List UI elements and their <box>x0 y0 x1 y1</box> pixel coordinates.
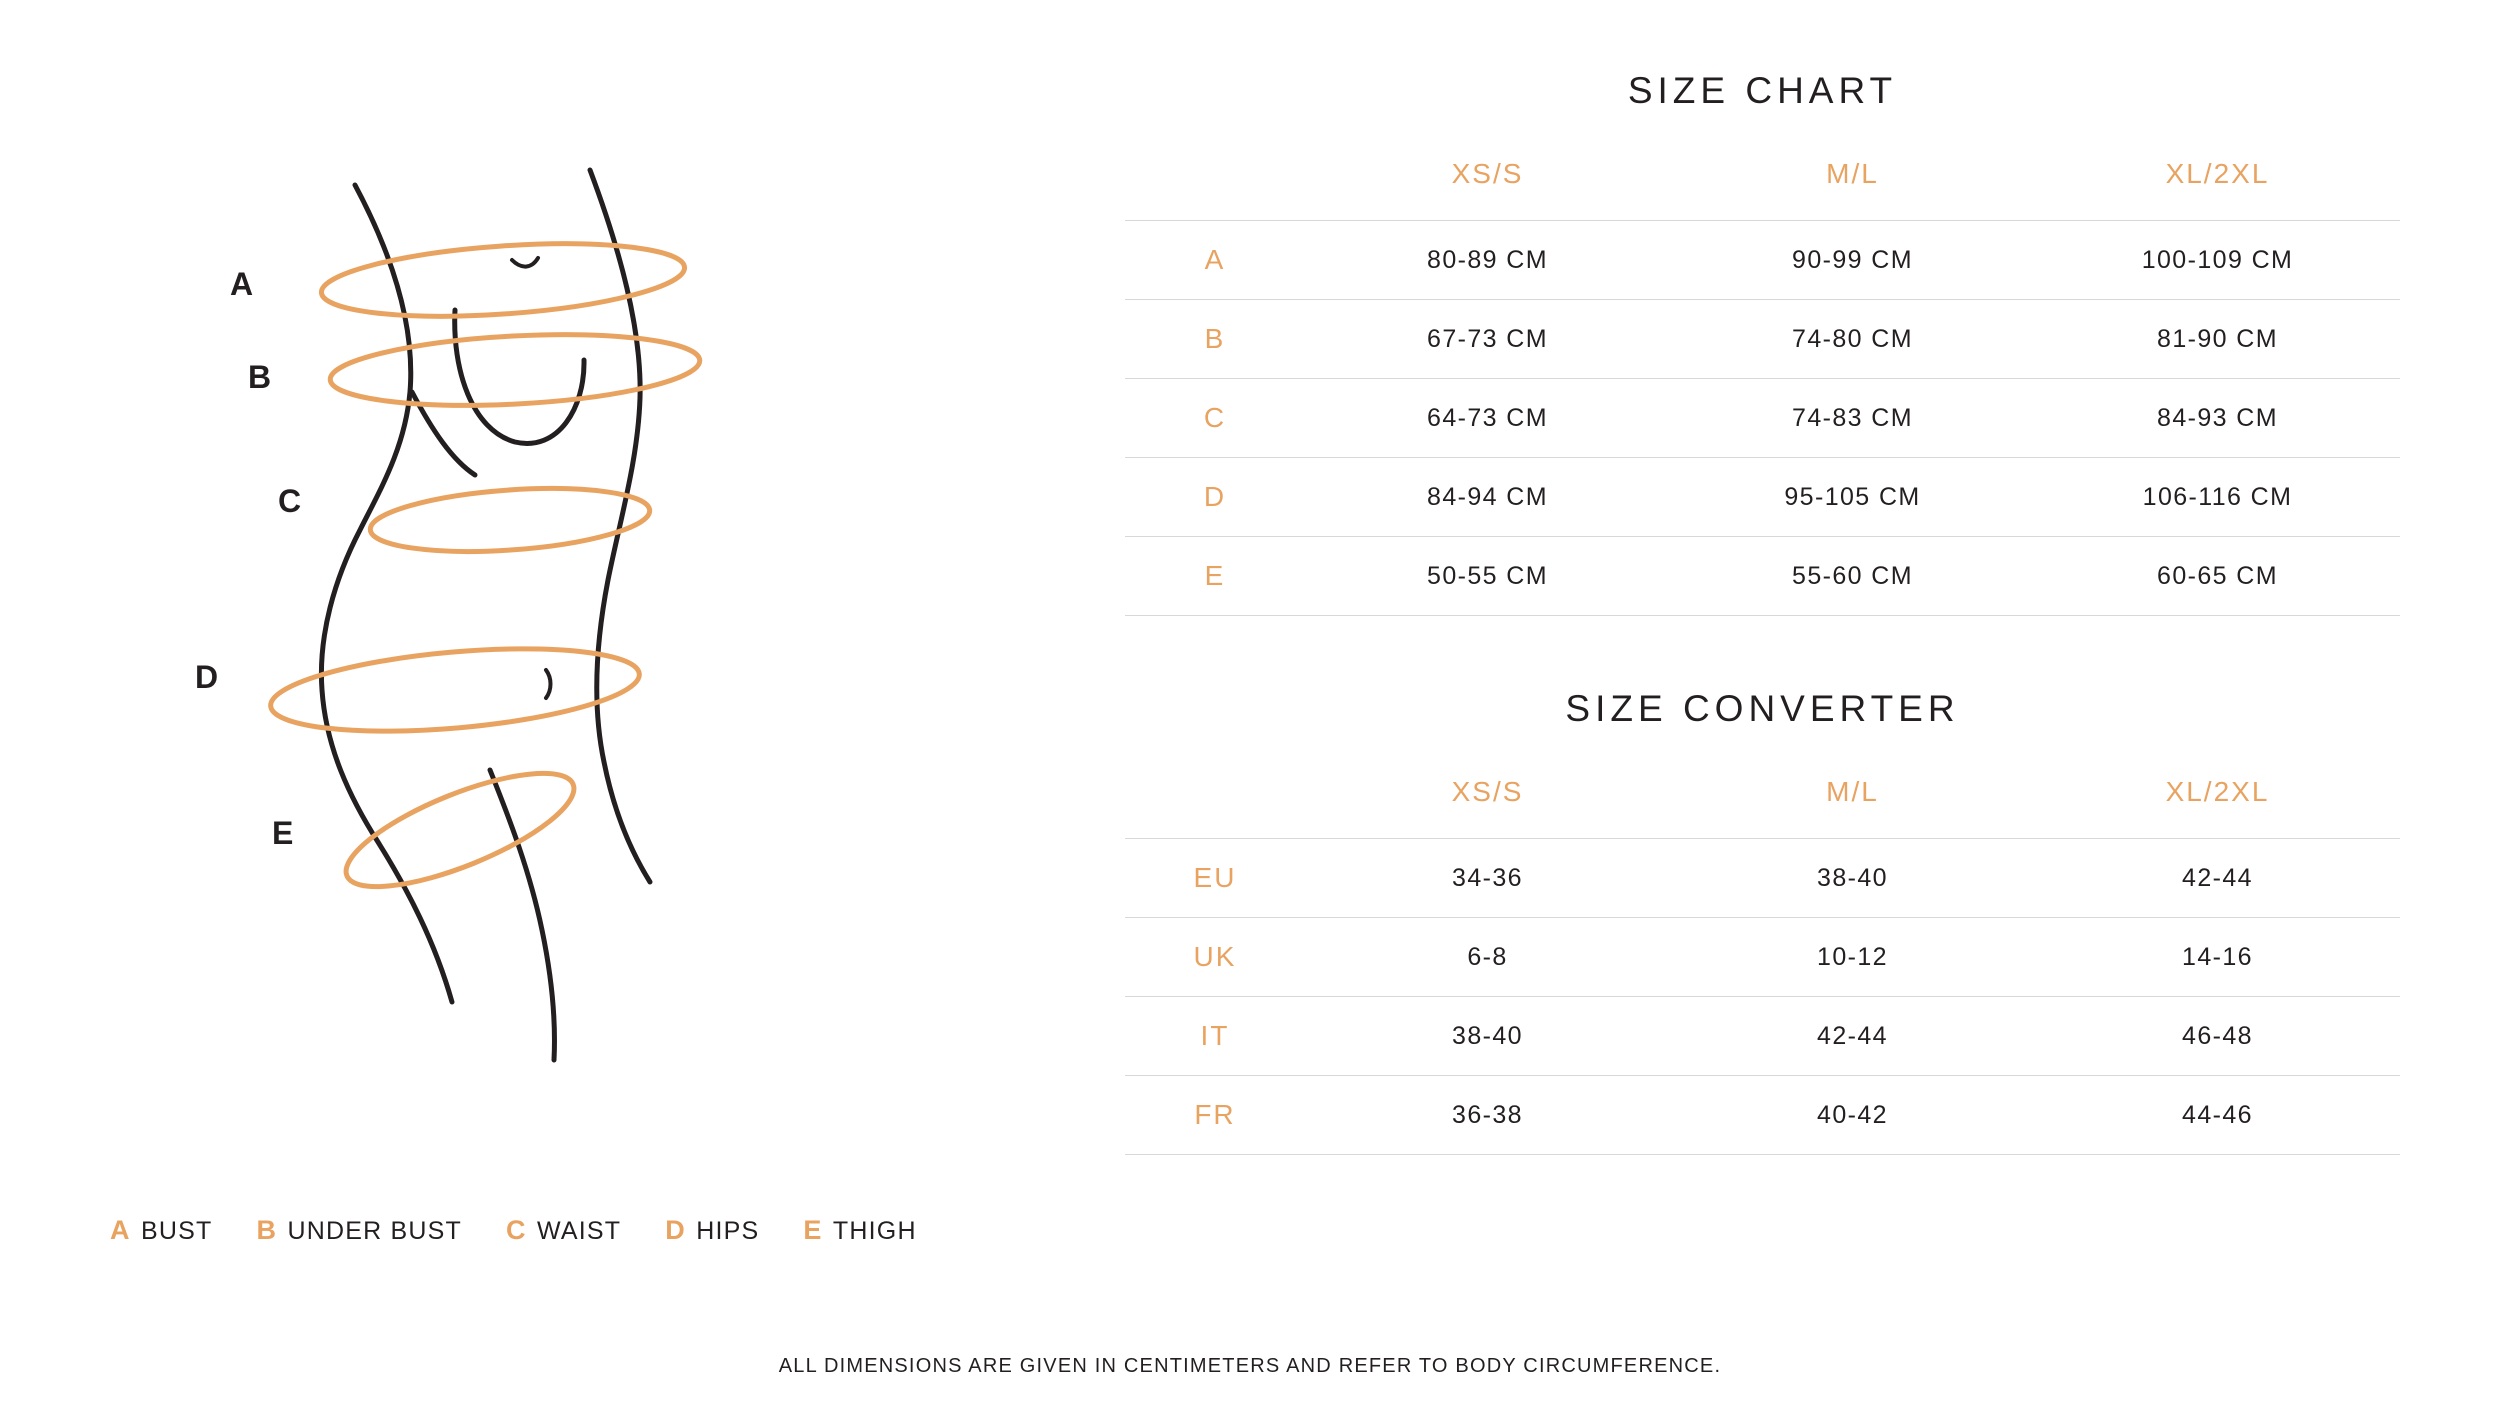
legend-label-a: BUST <box>141 1217 213 1245</box>
tables-panel <box>1085 70 2440 1155</box>
size-converter-col-m-l: M/L <box>1826 776 1879 807</box>
size-converter-row-head-eu: EU <box>1125 839 1305 918</box>
size-converter-table <box>1125 776 2400 1155</box>
size-chart-header-row <box>1125 158 2400 221</box>
size-converter-section <box>1085 688 2440 1155</box>
size-chart-table <box>1125 158 2400 616</box>
legend-letter-b: B <box>256 1215 277 1245</box>
legend-label-c: WAIST <box>537 1217 622 1245</box>
size-chart-cell-d-xs-s: 84-94 CM <box>1305 458 1670 537</box>
size-converter-cell-fr-xl-2xl: 44-46 <box>2035 1076 2400 1155</box>
size-chart-row-head-a: A <box>1125 221 1305 300</box>
table-row <box>1125 458 2400 537</box>
table-row <box>1125 300 2400 379</box>
body-figure-svg <box>60 130 1080 1130</box>
size-converter-cell-uk-m-l: 10-12 <box>1670 918 2035 997</box>
legend-label-d: HIPS <box>696 1217 760 1245</box>
size-converter-col-xl-2xl: XL/2XL <box>2165 776 2270 807</box>
legend-label-e: THIGH <box>832 1217 917 1245</box>
size-converter-cell-eu-xs-s: 34-36 <box>1305 839 1670 918</box>
figure-marker-e: E <box>272 815 294 851</box>
size-converter-header-row <box>1125 776 2400 839</box>
measurement-legend <box>110 1215 917 1246</box>
size-converter-corner-cell <box>1125 776 1305 839</box>
measure-ring-c <box>368 480 652 559</box>
measure-ring-b <box>328 326 701 413</box>
table-row <box>1125 379 2400 458</box>
legend-letter-c: C <box>506 1215 526 1245</box>
size-chart-cell-c-m-l: 74-83 CM <box>1670 379 2035 458</box>
size-chart-col-xs-s: XS/S <box>1451 158 1524 189</box>
size-chart-corner-cell <box>1125 158 1305 221</box>
size-chart-row-head-c: C <box>1125 379 1305 458</box>
size-converter-cell-it-m-l: 42-44 <box>1670 997 2035 1076</box>
size-converter-title: SIZE CONVERTER <box>1565 688 1960 729</box>
table-row <box>1125 997 2400 1076</box>
size-chart-cell-c-xl-2xl: 84-93 CM <box>2035 379 2400 458</box>
figure-marker-d: D <box>195 659 219 695</box>
size-chart-cell-e-xs-s: 50-55 CM <box>1305 537 1670 616</box>
size-chart-cell-d-m-l: 95-105 CM <box>1670 458 2035 537</box>
table-row <box>1125 839 2400 918</box>
size-chart-cell-a-m-l: 90-99 CM <box>1670 221 2035 300</box>
size-chart-cell-e-m-l: 55-60 CM <box>1670 537 2035 616</box>
legend-letter-d: D <box>665 1215 686 1245</box>
table-row <box>1125 918 2400 997</box>
legend-label-b: UNDER BUST <box>287 1217 462 1245</box>
size-chart-col-m-l: M/L <box>1826 158 1879 189</box>
legend-letter-a: A <box>110 1215 130 1245</box>
legend-item-e <box>803 1215 916 1246</box>
size-chart-cell-a-xl-2xl: 100-109 CM <box>2035 221 2400 300</box>
figure-marker-b: B <box>248 359 272 395</box>
table-row <box>1125 537 2400 616</box>
legend-item-d <box>665 1215 759 1246</box>
size-chart-cell-d-xl-2xl: 106-116 CM <box>2035 458 2400 537</box>
size-converter-cell-uk-xs-s: 6-8 <box>1305 918 1670 997</box>
size-converter-cell-fr-xs-s: 36-38 <box>1305 1076 1670 1155</box>
size-chart-row-head-e: E <box>1125 537 1305 616</box>
size-chart-row-head-b: B <box>1125 300 1305 379</box>
size-chart-cell-b-m-l: 74-80 CM <box>1670 300 2035 379</box>
legend-item-c <box>506 1215 621 1246</box>
size-chart-cell-e-xl-2xl: 60-65 CM <box>2035 537 2400 616</box>
size-converter-row-head-fr: FR <box>1125 1076 1305 1155</box>
size-chart-row-head-d: D <box>1125 458 1305 537</box>
size-converter-cell-it-xl-2xl: 46-48 <box>2035 997 2400 1076</box>
size-converter-col-xs-s: XS/S <box>1451 776 1524 807</box>
size-converter-cell-fr-m-l: 40-42 <box>1670 1076 2035 1155</box>
size-converter-cell-eu-xl-2xl: 42-44 <box>2035 839 2400 918</box>
size-chart-cell-b-xl-2xl: 81-90 CM <box>2035 300 2400 379</box>
size-converter-row-head-it: IT <box>1125 997 1305 1076</box>
legend-item-a <box>110 1215 212 1246</box>
size-converter-row-head-uk: UK <box>1125 918 1305 997</box>
size-chart-cell-a-xs-s: 80-89 CM <box>1305 221 1670 300</box>
figure-marker-a: A <box>230 266 254 302</box>
size-converter-cell-it-xs-s: 38-40 <box>1305 997 1670 1076</box>
figure-marker-c: C <box>278 483 302 519</box>
size-chart-title: SIZE CHART <box>1627 70 1898 111</box>
body-measurement-illustration <box>60 130 1080 1130</box>
size-converter-cell-eu-m-l: 38-40 <box>1670 839 2035 918</box>
dimensions-footnote: ALL DIMENSIONS ARE GIVEN IN CENTIMETERS AND REFER TO BODY CIRCUMFERENCE. <box>778 1355 1722 1377</box>
size-converter-cell-uk-xl-2xl: 14-16 <box>2035 918 2400 997</box>
table-row <box>1125 1076 2400 1155</box>
size-chart-cell-b-xs-s: 67-73 CM <box>1305 300 1670 379</box>
table-row <box>1125 221 2400 300</box>
legend-letter-e: E <box>803 1215 822 1245</box>
size-chart-col-xl-2xl: XL/2XL <box>2165 158 2270 189</box>
size-chart-cell-c-xs-s: 64-73 CM <box>1305 379 1670 458</box>
legend-item-b <box>256 1215 462 1246</box>
